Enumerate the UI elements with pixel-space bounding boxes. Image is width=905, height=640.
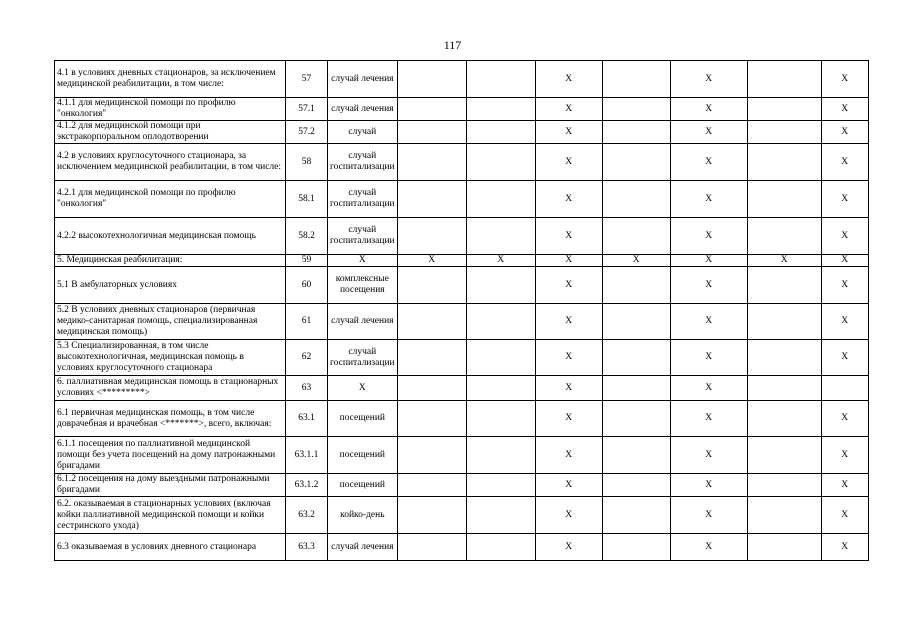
unit-cell: X	[328, 376, 398, 401]
table-row	[55, 144, 869, 181]
value-cell: X	[821, 121, 868, 144]
row-name-cell: 4.1 в условиях дневных стационаров, за исключением медицинской реабилитации, в том числе:	[55, 61, 286, 98]
value-cell	[747, 181, 821, 218]
value-cell	[397, 474, 466, 497]
table-row	[55, 181, 869, 218]
table-row	[55, 255, 869, 267]
value-cell	[747, 218, 821, 255]
value-cell: X	[670, 497, 747, 534]
row-name-cell: 5.2 В условиях дневных стационаров (первичная медико-санитарная помощь, специализированная медицинская помощь)	[55, 304, 286, 340]
row-number-cell: 63	[286, 376, 328, 401]
value-cell: X	[535, 401, 602, 437]
value-cell: X	[535, 267, 602, 304]
row-number-cell: 63.3	[286, 534, 328, 561]
unit-cell: посещений	[328, 401, 398, 437]
row-name-cell: 5.1 В амбулаторных условиях	[55, 267, 286, 304]
table-row	[55, 534, 869, 561]
table-row	[55, 267, 869, 304]
value-cell: X	[670, 181, 747, 218]
value-cell: X	[821, 144, 868, 181]
value-cell	[397, 534, 466, 561]
value-cell: X	[670, 340, 747, 376]
value-cell: X	[670, 534, 747, 561]
row-name-cell: 6.3 оказываемая в условиях дневного стационара	[55, 534, 286, 561]
unit-cell: посещений	[328, 474, 398, 497]
value-cell	[397, 121, 466, 144]
value-cell	[602, 534, 670, 561]
value-cell: X	[670, 474, 747, 497]
unit-cell: случай лечения	[328, 304, 398, 340]
unit-cell: случай	[328, 121, 398, 144]
value-cell	[747, 98, 821, 121]
value-cell	[466, 304, 535, 340]
unit-cell: комплексные посещения	[328, 267, 398, 304]
unit-cell: случай госпитализации	[328, 340, 398, 376]
value-cell: X	[670, 61, 747, 98]
value-cell	[747, 376, 821, 401]
value-cell: X	[535, 340, 602, 376]
value-cell: X	[670, 304, 747, 340]
value-cell	[466, 340, 535, 376]
row-name-cell: 5. Медицинская реабилитация:	[55, 255, 286, 267]
value-cell	[397, 437, 466, 474]
row-number-cell: 61	[286, 304, 328, 340]
value-cell	[397, 218, 466, 255]
value-cell: X	[821, 304, 868, 340]
value-cell	[466, 144, 535, 181]
value-cell: X	[670, 121, 747, 144]
row-number-cell: 57.1	[286, 98, 328, 121]
value-cell: X	[670, 376, 747, 401]
row-name-cell: 6.1 первичная медицинская помощь, в том числе доврачебная и врачебная <*******>, всего, включая:	[55, 401, 286, 437]
value-cell: X	[535, 181, 602, 218]
value-cell: X	[821, 497, 868, 534]
unit-cell: случай госпитализации	[328, 181, 398, 218]
row-name-cell: 4.2.2 высокотехнологичная медицинская помощь	[55, 218, 286, 255]
value-cell: X	[535, 376, 602, 401]
value-cell	[397, 304, 466, 340]
value-cell: X	[535, 98, 602, 121]
table-body	[55, 61, 869, 561]
value-cell	[602, 474, 670, 497]
table-row	[55, 304, 869, 340]
value-cell	[747, 401, 821, 437]
value-cell	[466, 376, 535, 401]
row-number-cell: 58	[286, 144, 328, 181]
value-cell	[747, 267, 821, 304]
value-cell: X	[535, 474, 602, 497]
table-row	[55, 218, 869, 255]
value-cell	[466, 474, 535, 497]
row-number-cell: 63.1	[286, 401, 328, 437]
value-cell	[602, 304, 670, 340]
value-cell	[397, 401, 466, 437]
table-row	[55, 98, 869, 121]
value-cell	[466, 267, 535, 304]
value-cell: X	[821, 98, 868, 121]
unit-cell: случай лечения	[328, 534, 398, 561]
row-number-cell: 58.1	[286, 181, 328, 218]
value-cell	[747, 437, 821, 474]
value-cell: X	[535, 144, 602, 181]
value-cell	[466, 497, 535, 534]
row-number-cell: 63.1.2	[286, 474, 328, 497]
row-name-cell: 4.2.1 для медицинской помощи по профилю "онкология"	[55, 181, 286, 218]
unit-cell: случай лечения	[328, 98, 398, 121]
row-number-cell: 63.1.1	[286, 437, 328, 474]
row-number-cell: 63.2	[286, 497, 328, 534]
row-number-cell: 57	[286, 61, 328, 98]
value-cell: X	[747, 255, 821, 267]
value-cell	[466, 218, 535, 255]
value-cell: X	[821, 267, 868, 304]
unit-cell: случай госпитализации	[328, 144, 398, 181]
table-row	[55, 401, 869, 437]
value-cell: X	[821, 474, 868, 497]
value-cell: X	[821, 61, 868, 98]
value-cell: X	[535, 534, 602, 561]
value-cell: X	[670, 401, 747, 437]
value-cell	[397, 340, 466, 376]
value-cell: X	[821, 340, 868, 376]
value-cell: X	[821, 218, 868, 255]
value-cell	[602, 340, 670, 376]
value-cell: X	[602, 255, 670, 267]
value-cell	[747, 497, 821, 534]
unit-cell: случай госпитализации	[328, 218, 398, 255]
value-cell	[397, 98, 466, 121]
table-row	[55, 497, 869, 534]
value-cell: X	[821, 181, 868, 218]
value-cell: X	[821, 255, 868, 267]
value-cell	[466, 534, 535, 561]
unit-cell: койко-день	[328, 497, 398, 534]
value-cell	[602, 121, 670, 144]
value-cell	[397, 497, 466, 534]
value-cell	[397, 267, 466, 304]
value-cell	[747, 144, 821, 181]
value-cell	[397, 144, 466, 181]
table-row	[55, 61, 869, 98]
row-name-cell: 4.1.1 для медицинской помощи по профилю "онкология"	[55, 98, 286, 121]
value-cell	[397, 376, 466, 401]
value-cell	[466, 61, 535, 98]
value-cell	[602, 218, 670, 255]
value-cell: X	[535, 255, 602, 267]
table-row	[55, 376, 869, 401]
value-cell: X	[670, 437, 747, 474]
value-cell: X	[821, 437, 868, 474]
value-cell	[466, 121, 535, 144]
value-cell	[747, 474, 821, 497]
value-cell: X	[670, 267, 747, 304]
value-cell: X	[535, 437, 602, 474]
row-name-cell: 6. паллиативная медицинская помощь в стационарных условиях <*********>	[55, 376, 286, 401]
value-cell: X	[466, 255, 535, 267]
value-cell	[397, 181, 466, 218]
value-cell: X	[535, 61, 602, 98]
value-cell	[747, 340, 821, 376]
unit-cell: посещений	[328, 437, 398, 474]
row-name-cell: 4.1.2 для медицинской помощи при экстракорпоральном оплодотворении	[55, 121, 286, 144]
value-cell: X	[670, 144, 747, 181]
value-cell	[466, 401, 535, 437]
value-cell: X	[397, 255, 466, 267]
value-cell: X	[535, 497, 602, 534]
unit-cell: случай лечения	[328, 61, 398, 98]
row-name-cell: 6.1.2 посещения на дому выездными патронажными бригадами	[55, 474, 286, 497]
value-cell	[747, 304, 821, 340]
value-cell	[602, 497, 670, 534]
row-number-cell: 59	[286, 255, 328, 267]
value-cell	[602, 181, 670, 218]
value-cell	[602, 144, 670, 181]
value-cell	[747, 61, 821, 98]
table-row	[55, 437, 869, 474]
table-row	[55, 121, 869, 144]
value-cell: X	[821, 534, 868, 561]
row-number-cell: 58.2	[286, 218, 328, 255]
value-cell	[466, 437, 535, 474]
unit-cell: X	[328, 255, 398, 267]
value-cell: X	[670, 98, 747, 121]
value-cell	[466, 98, 535, 121]
value-cell: X	[670, 255, 747, 267]
row-name-cell: 4.2 в условиях круглосуточного стационара, за исключением медицинской реабилитации, в том числе:	[55, 144, 286, 181]
value-cell	[602, 98, 670, 121]
row-name-cell: 6.1.1 посещения по паллиативной медицинской помощи без учета посещений на дому патронажными бригадами	[55, 437, 286, 474]
value-cell	[466, 181, 535, 218]
value-cell	[602, 61, 670, 98]
table-row	[55, 340, 869, 376]
row-number-cell: 57.2	[286, 121, 328, 144]
value-cell	[821, 376, 868, 401]
page-number: 117	[443, 38, 462, 52]
value-cell: X	[535, 218, 602, 255]
row-number-cell: 62	[286, 340, 328, 376]
value-cell	[602, 401, 670, 437]
row-name-cell: 5.3 Специализированная, в том числе высокотехнологичная, медицинская помощь в условиях круглосуточного стационара	[55, 340, 286, 376]
value-cell	[602, 376, 670, 401]
data-table	[54, 60, 869, 561]
row-number-cell: 60	[286, 267, 328, 304]
value-cell: X	[670, 218, 747, 255]
value-cell	[602, 267, 670, 304]
value-cell: X	[535, 121, 602, 144]
value-cell	[747, 121, 821, 144]
value-cell	[602, 437, 670, 474]
value-cell: X	[535, 304, 602, 340]
value-cell	[397, 61, 466, 98]
row-name-cell: 6.2. оказываемая в стационарных условиях (включая койки паллиативной медицинской помощи и койки сестринского ухода)	[55, 497, 286, 534]
table-row	[55, 474, 869, 497]
value-cell	[747, 534, 821, 561]
value-cell: X	[821, 401, 868, 437]
